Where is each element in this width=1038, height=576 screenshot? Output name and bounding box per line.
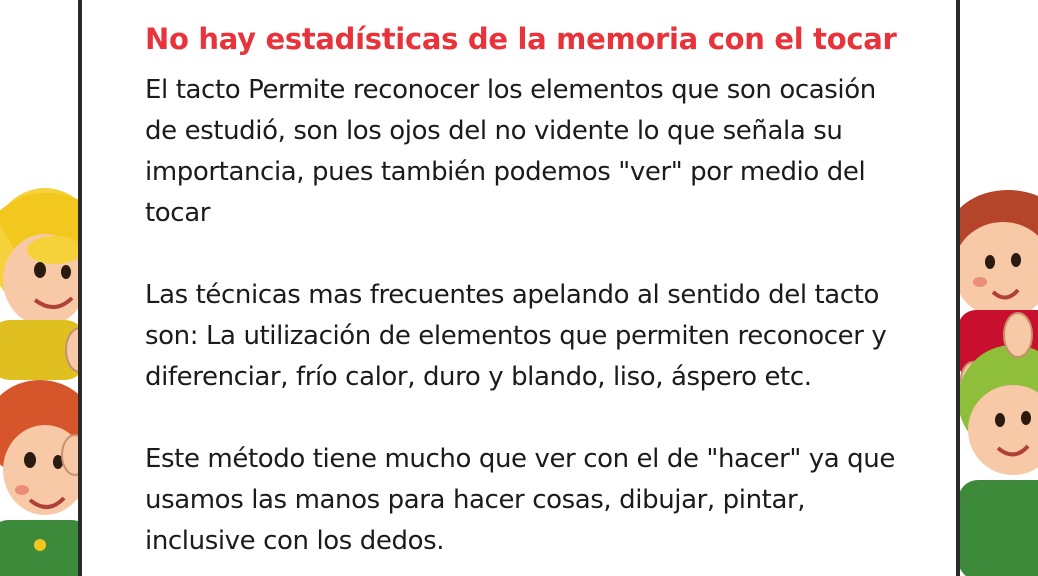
slide-title: No hay estadísticas de la memoria con el tocar	[145, 22, 897, 56]
paragraph-techniques: Las técnicas mas frecuentes apelando al sentido del tacto son: La utilización de elementos que permiten reconocer y diferenciar, frío calor, duro y blando, liso, áspero etc.	[145, 280, 887, 392]
text-content	[145, 20, 905, 576]
paragraph-method: Este método tiene mucho que ver con el de "hacer" ya que usamos las manos para hacer cosas, dibujar, pintar, inclusive con los dedos.	[145, 444, 895, 556]
paragraph-touch-intro: El tacto Permite reconocer los elementos que son ocasión de estudió, son los ojos del no vidente lo que señala su importancia, pues también podemos "ver" por medio del tocar	[145, 75, 876, 228]
